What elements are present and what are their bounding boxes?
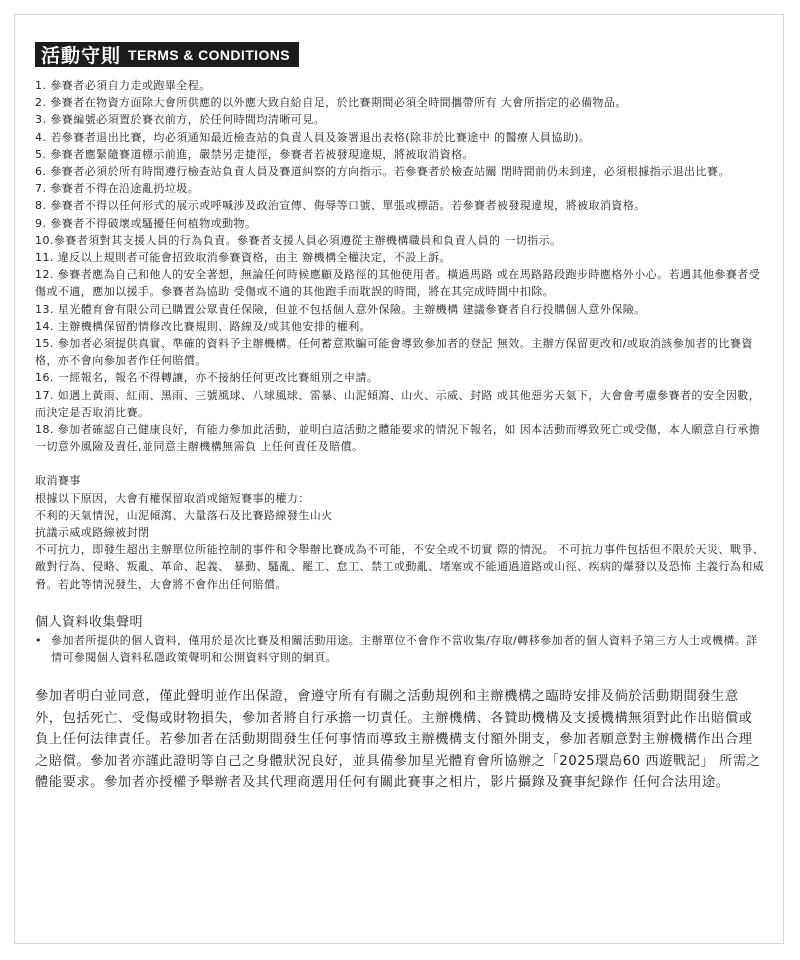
rule-item: 1. 參賽者必須自力走或跑畢全程。 — [35, 79, 211, 92]
rule-item: 18. 參加者確認自己健康良好，有能力參加此活動，並明白這活動之體能要求的情況下報名，如 因本活動而導致死亡或受傷，本人願意自行承擔一切意外風險及責任,並同意主辦機構無需負 上任何責任及賠償。 — [35, 423, 761, 454]
rule-item: 15. 參加者必須提供真實、準確的資料予主辦機構。任何蓄意欺騙可能會導致參加者的登記 無效。主辦方保留更改和/或取消該參加者的比賽資格，亦不會向參加者作任何賠償。 — [35, 337, 753, 368]
rule-item: 5. 參賽者應緊隨賽道標示前進，嚴禁另走捷徑，參賽者若被發現違規，將被取消資格。 — [35, 147, 474, 161]
rule-item: 9. 參賽者不得破壞或騷擾任何植物或動物。 — [35, 216, 257, 230]
privacy-text: 參加者所提供的個人資料，僅用於是次比賽及相關活動用途。主辦單位不會作不當收集/存取/轉移參加者的個人資料予第三方人士或機構。詳情可參閱個人資料私隱政策聲明和公開資料守則的網頁。 — [51, 633, 758, 665]
terms-document — [35, 42, 765, 794]
privacy-heading: 個人資料收集聲明 — [35, 614, 144, 630]
cancellation-line: 根據以下原因，大會有權保留取消或縮短賽事的權力： — [35, 491, 310, 505]
cancellation-line: 不可抗力，即發生超出主辦單位所能控制的事件和令舉辦比賽成為不可能，不安全或不切實 際的情況。 不可抗力事件包括但不限於天災、戰爭、敵對行為、侵略、叛亂、革命、起義、 暴動、騷亂、罷工、怠工、禁工或動亂、堵塞或不能通過道路或山徑、疾病的爆發以及恐怖 主義行為和威脅。若此等情況發生，大會將不會作出任何賠償。 — [35, 543, 765, 591]
title-chinese: 活動守則 — [41, 45, 122, 67]
cancellation-section — [35, 472, 765, 592]
rule-item: 3. 參賽編號必須置於賽衣前方，於任何時間均清晰可見。 — [35, 113, 326, 127]
rule-item: 12. 參賽者應為自己和他人的安全著想，無論任何時候應顧及路徑的其他使用者。橫過馬路 或在馬路路段跑步時應格外小心。若遇其他參賽者受傷或不適，應加以援手。參賽者為協助 受傷或不適的其他跑手而耽誤的時間，將在其完成時間中扣除。 — [35, 268, 761, 299]
title-english: TERMS & CONDITIONS — [128, 46, 290, 63]
privacy-bullet-item — [35, 632, 765, 666]
cancellation-line: 不利的天氣情況，山泥傾瀉、大量落石及比賽路線發生山火 — [35, 508, 333, 522]
rule-item: 14. 主辦機構保留酌情修改比賽規則、路線及/或其他安排的權利。 — [35, 319, 372, 333]
rule-item: 11. 違反以上規則者可能會招致取消參賽資格，由主 辦機構全權決定，不設上訴。 — [35, 251, 452, 265]
rule-item: 17. 如遇上黃雨、紅雨、黑雨、三號風球、八球風球、雷暴、山泥傾瀉、山火、示威、封路 或其他惡劣天氣下，大會會考慮參賽者的安全因數，而決定是否取消比賽。 — [35, 388, 761, 419]
declaration-paragraph: 參加者明白並同意，僅此聲明並作出保證，會遵守所有有關之活動規例和主辦機構之臨時安排及倘於活動期間發生意外，包括死亡、受傷或財物損失，參加者將自行承擔一切責任。主辦機構、各贊助機構及支援機構無須對此作出賠償或負上任何法律責任。若參加者在活動期間發生任何事情而導致主辦機構支付額外開支，參加者願意對主辦機構作出合理之賠償。參加者亦謹此證明等自己之身體狀況良好，並具備參加星光體育會所協辦之「2025環島60 西遊戰記」 所需之體能要求。參加者亦授權予舉辦者及其代理商選用任何有關此賽事之相片，影片攝錄及賽事紀錄作 任何合法用途。 — [35, 689, 761, 791]
rule-item: 6. 參賽者必須於所有時間遵行檢查站負責人員及賽道糾察的方向指示。若參賽者於檢查站關 閉時間前仍未到達，必須根據指示退出比賽。 — [35, 165, 730, 179]
rule-item: 2. 參賽者在物資方面除大會所供應的以外應大致自給自足，於比賽期間必須全時間攜帶所有 大會所指定的必備物品。 — [35, 96, 627, 110]
rules-list — [35, 77, 765, 455]
cancellation-line: 抗議示威或路線被封閉 — [35, 526, 150, 540]
rule-item: 4. 若參賽者退出比賽，均必須通知最近檢查站的負責人員及簽署退出表格(除非於比賽途中 的醫療人員協助)。 — [35, 130, 591, 144]
rule-item: 7. 參賽者不得在沿途亂扔垃圾。 — [35, 182, 200, 196]
rule-item: 8. 參賽者不得以任何形式的展示或呼喊涉及政治宣傳、侮辱等口號、單張或標語。若參賽者被發現違規，將被取消資格。 — [35, 199, 646, 213]
rule-item: 16. 一經報名，報名不得轉讓，亦不接納任何更改比賽組別之申請。 — [35, 371, 379, 385]
cancellation-heading: 取消賽事 — [35, 474, 81, 488]
rule-item: 13. 星光體育會有限公司已購置公眾責任保險，但並不包括個人意外保險。主辦機構 建議參賽者自行投購個人意外保險。 — [35, 302, 646, 316]
title-banner — [35, 42, 299, 67]
bullet-dot-icon: • — [35, 633, 42, 647]
rule-item: 10.參賽者須對其支援人員的行為負責。參賽者支援人員必須遵從主辦機構職員和負責人員的 一切指示。 — [35, 233, 562, 247]
